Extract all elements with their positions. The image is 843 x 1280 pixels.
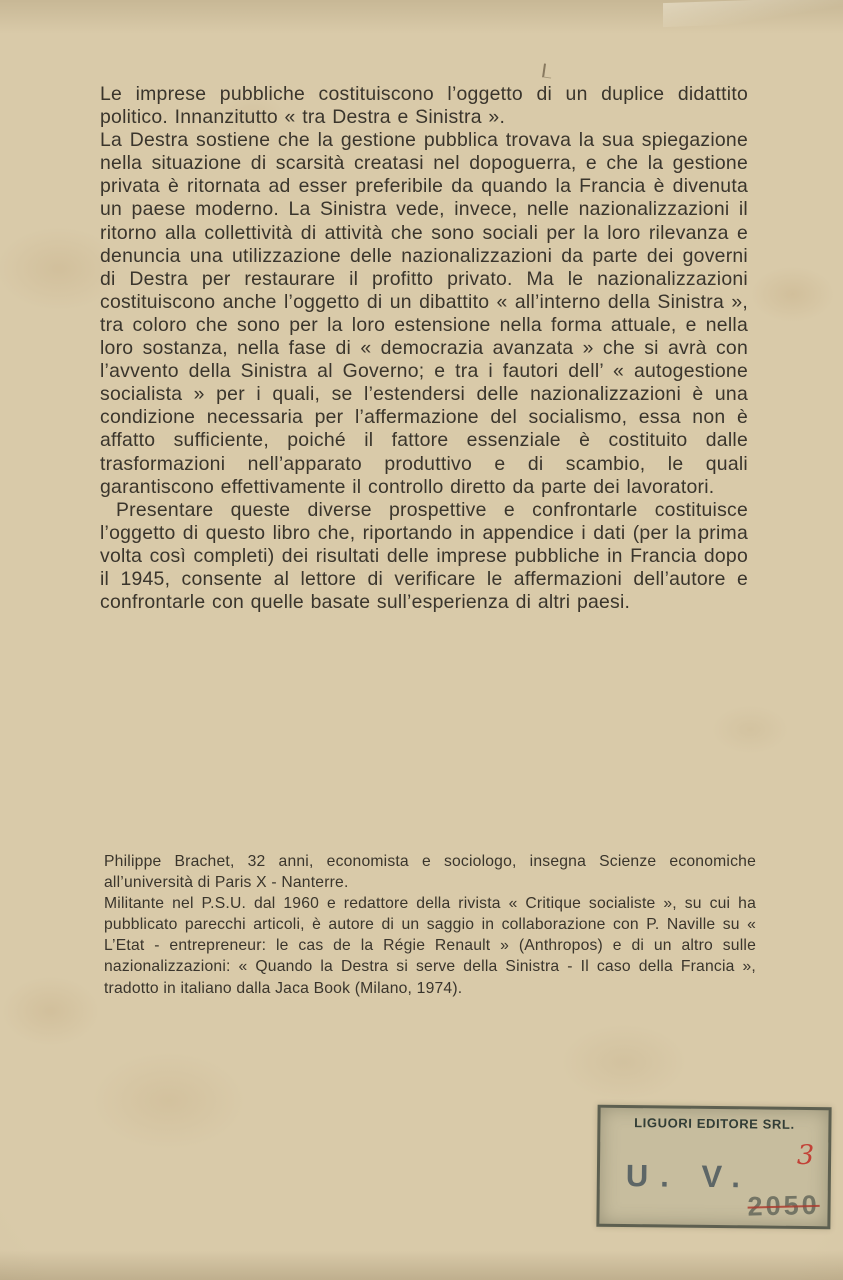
stamp-handwritten-mark: 3 <box>796 1139 815 1172</box>
bio-paragraph: Militante nel P.S.U. dal 1960 e redattore della rivista « Critique socialiste », su cui ha pubblicato parecchi articoli, è autore di un saggio in collaborazione con P. Naville su « L’Etat - entrepreneur: le cas de la Régie Renault » (Anthropos) e di un altro sulle nazionalizzazioni: « Quando la Destra si serve della Sinistra - Il caso della Francia », tradotto in italiano dalla Jaca Book (Milano, 1974). <box>104 895 756 997</box>
author-bio-section <box>104 851 756 999</box>
blurb-paragraph: Le imprese pubbliche costituiscono l’oggetto di un duplice didattito politico. Innanzitutto « tra Destra e Sinistra ». <box>100 83 748 129</box>
ink-scratch-mark <box>542 63 553 78</box>
blurb-paragraph: La Destra sostiene che la gestione pubblica trovava la sua spiegazione nella situazione di scarsità creatasi nel dopoguerra, e che la gestione privata è ritornata ad esser preferibile da quando la Francia è divenuta un paese moderno. La Sinistra vede, invece, nelle nazionalizzazioni il ritorno alla collettività di attività che sono sociali per la loro rilevanza e denuncia una utilizzazione delle nazionalizzazioni da parte dei governi di Destra per restaurare il profitto privato. Ma le nazionalizzazioni costituiscono anche l’oggetto di un dibattito « all’interno della Sinistra », tra coloro che sono per la loro estensione nella forma attuale, e nella loro sostanza, nella fase di « democrazia avanzata » che si avrà con l’avvento della Sinistra al Governo; e tra i fautori dell’ « autogestione socialista » per i quali, se l’estendersi delle nazionalizzazioni è una condizione necessaria per l’affermazione del socialismo, essa non è affatto sufficiente, poiché il fattore essenziale è costituito dalle trasformazioni nell’apparato produttivo e di scambio, le quali garantiscono effettivamente il controllo diretto da parte dei lavoratori. <box>100 129 748 498</box>
stamp-publisher-name: LIGUORI EDITORE SRL. <box>634 1115 795 1132</box>
stamp-ink-glyphs: U. V. <box>625 1158 753 1195</box>
publisher-stamp <box>596 1105 831 1229</box>
stamp-number: 2050 <box>747 1189 820 1222</box>
page-edge-highlight <box>663 0 843 27</box>
bio-paragraph: Philippe Brachet, 32 anni, economista e sociologo, insegna Scienze economiche all’università di Paris X - Nanterre. <box>104 853 756 892</box>
blurb-section <box>100 83 748 614</box>
blurb-paragraph: Presentare queste diverse prospettive e confrontarle costituisce l’oggetto di questo libro che, riportando in appendice i dati (per la prima volta così completi) dei risultati delle imprese pubbliche in Francia dopo il 1945, consente al lettore di verificare le affermazioni dell’autore e confrontarle con quelle basate sull’esperienza di altri paesi. <box>100 498 748 614</box>
